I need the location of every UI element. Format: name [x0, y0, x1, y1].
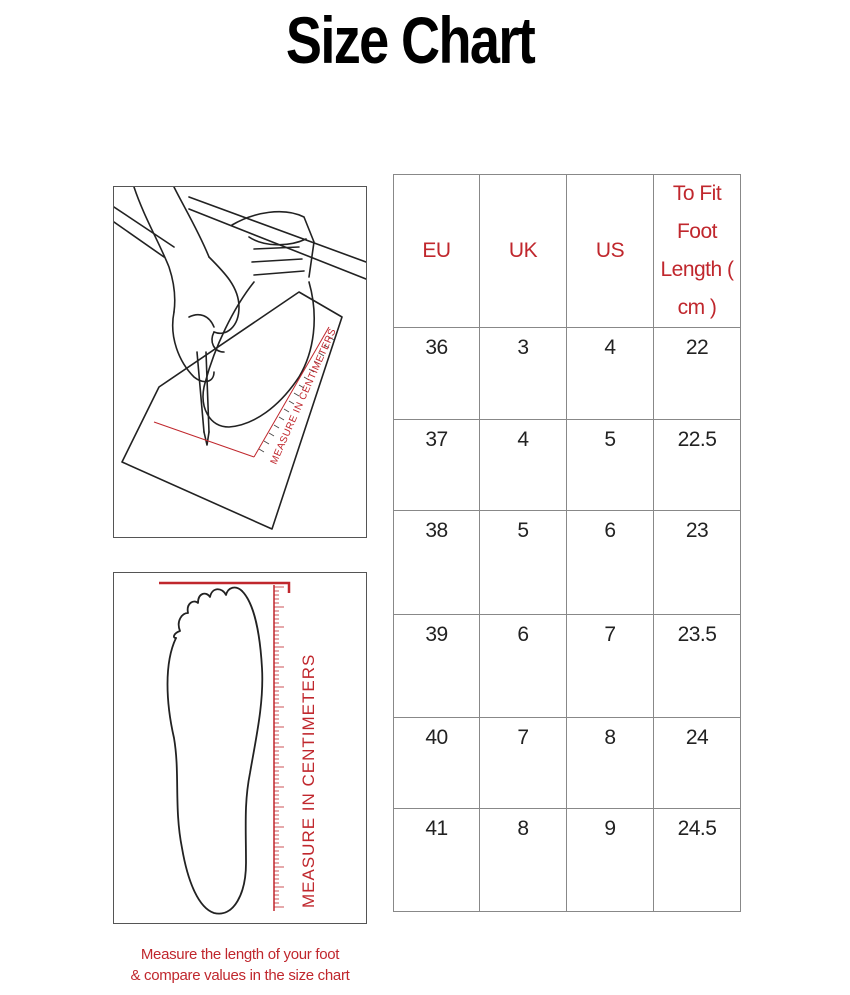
hand-pencil-foot-icon — [114, 187, 366, 537]
table-row — [394, 511, 741, 615]
cell-uk: 7 — [480, 718, 567, 809]
cell-uk: 8 — [480, 809, 567, 912]
cell-length: 22.5 — [654, 420, 741, 511]
cell-length: 24.5 — [654, 809, 741, 912]
cell-us: 7 — [567, 615, 654, 718]
cell-us: 8 — [567, 718, 654, 809]
cell-uk: 3 — [480, 328, 567, 420]
cell-uk: 4 — [480, 420, 567, 511]
cell-eu: 41 — [394, 809, 480, 912]
cell-us: 5 — [567, 420, 654, 511]
size-chart-table — [393, 174, 741, 912]
cell-length: 24 — [654, 718, 741, 809]
page-title: Size Chart — [285, 3, 535, 77]
header-uk: UK — [480, 175, 567, 328]
table-row — [394, 328, 741, 420]
foot-outline-illustration — [113, 572, 367, 924]
cell-us: 6 — [567, 511, 654, 615]
header-foot-length: To Fit Foot Length ( cm ) — [654, 175, 741, 328]
cell-eu: 37 — [394, 420, 480, 511]
header-us: US — [567, 175, 654, 328]
cell-us: 4 — [567, 328, 654, 420]
cell-uk: 5 — [480, 511, 567, 615]
measuring-illustration — [113, 186, 367, 538]
cell-length: 23.5 — [654, 615, 741, 718]
table-header-row — [394, 175, 741, 328]
cell-us: 9 — [567, 809, 654, 912]
header-eu: EU — [394, 175, 480, 328]
cell-length: 23 — [654, 511, 741, 615]
caption-line-1: Measure the length of your foot — [140, 946, 340, 963]
cell-uk: 6 — [480, 615, 567, 718]
foot-outline-icon — [114, 573, 366, 923]
table-row — [394, 718, 741, 809]
table-row — [394, 420, 741, 511]
cell-eu: 39 — [394, 615, 480, 718]
measure-label-2: MEASURE IN CENTIMETERS — [299, 653, 318, 908]
cell-eu: 36 — [394, 328, 480, 420]
table-row — [394, 615, 741, 718]
cell-eu: 38 — [394, 511, 480, 615]
cell-eu: 40 — [394, 718, 480, 809]
cell-length: 22 — [654, 328, 741, 420]
caption-line-2: & compare values in the size chart — [130, 967, 350, 984]
measure-caption — [110, 944, 370, 986]
measure-label-1: MEASURE IN CENTIMETERS — [268, 326, 339, 467]
table-row — [394, 809, 741, 912]
